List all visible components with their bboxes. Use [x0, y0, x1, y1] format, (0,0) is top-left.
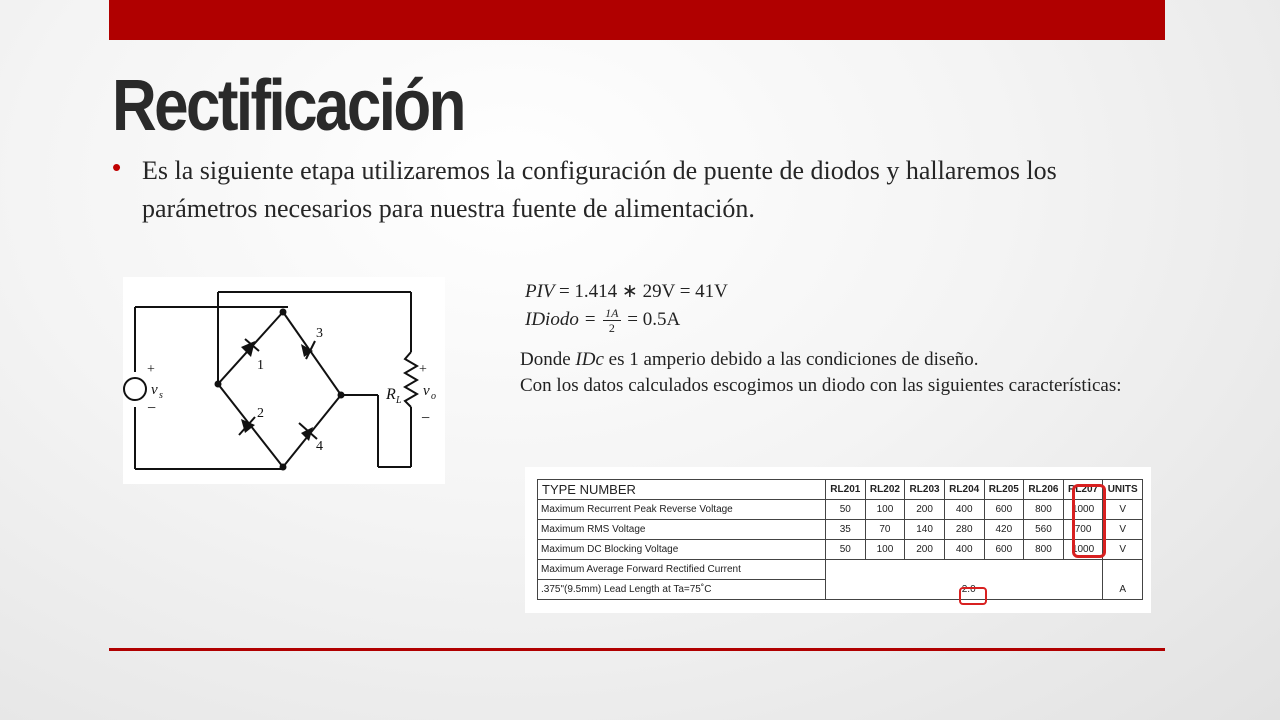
row-label: Maximum DC Blocking Voltage: [538, 540, 826, 560]
table-row: [538, 580, 1143, 600]
source-plus-label: +: [147, 362, 155, 377]
table-row: [538, 560, 1143, 580]
fraction-numerator: 1A: [605, 306, 619, 320]
idiodo-lhs: IDiodo =: [525, 308, 597, 330]
bullet-dot-icon: •: [112, 152, 122, 182]
load-subscript: L: [396, 395, 402, 406]
table-cell: 70: [865, 520, 905, 540]
table-cell: 800: [1024, 540, 1064, 560]
diode-2-label: 2: [257, 406, 264, 421]
diode-1-label: 1: [257, 358, 264, 373]
piv-equation: [525, 280, 728, 303]
table-cell: 700: [1063, 520, 1103, 540]
table-cell: 140: [905, 520, 945, 540]
top-accent-bar: [109, 0, 1165, 40]
header-type-number: TYPE NUMBER: [538, 480, 826, 500]
unit-cell: A: [1103, 580, 1143, 600]
output-plus-label: +: [419, 362, 427, 377]
header-rl203: RL203: [905, 480, 945, 500]
table-row: [538, 500, 1143, 520]
header-rl204: RL204: [944, 480, 984, 500]
unit-cell: V: [1103, 520, 1143, 540]
unit-cell: V: [1103, 500, 1143, 520]
table-cell: 1000: [1063, 500, 1103, 520]
header-rl201: RL201: [826, 480, 866, 500]
row-label: .375"(9.5mm) Lead Length at Ta=75˚C: [538, 580, 826, 600]
output-label: v: [423, 383, 430, 399]
diode-spec-table: [537, 479, 1143, 600]
line1-suffix: es 1 amperio debido a las condiciones de diseño.: [603, 349, 979, 370]
output-subscript: o: [431, 391, 436, 402]
fraction-denominator: 2: [608, 321, 615, 335]
bottom-accent-line: [109, 648, 1165, 651]
table-cell: 400: [944, 540, 984, 560]
description-block: [520, 347, 1160, 399]
output-minus-label: −: [421, 410, 431, 427]
table-row: [538, 540, 1143, 560]
current-value-highlight-box: [959, 587, 987, 605]
header-rl207: RL207: [1063, 480, 1103, 500]
table-cell: 280: [944, 520, 984, 540]
table-cell: 560: [1024, 520, 1064, 540]
piv-lhs: PIV: [525, 281, 555, 302]
table-cell: 100: [865, 500, 905, 520]
piv-rhs: = 1.414 ∗ 29V = 41V: [558, 281, 728, 302]
row-label: Maximum RMS Voltage: [538, 520, 826, 540]
description-line-2: Con los datos calculados escogimos un diodo con las siguientes características:: [520, 375, 1122, 396]
table-header-row: [538, 480, 1143, 500]
table-cell: 50: [826, 500, 866, 520]
unit-cell: [1103, 560, 1143, 580]
table-cell: 100: [865, 540, 905, 560]
current-value-cell: 2.0: [826, 580, 1103, 600]
table-cell: 420: [984, 520, 1024, 540]
row-label: Maximum Average Forward Rectified Current: [538, 560, 826, 580]
header-rl202: RL202: [865, 480, 905, 500]
table-cell: 35: [826, 520, 866, 540]
table-cell: 600: [984, 500, 1024, 520]
bullet-text: Es la siguiente etapa utilizaremos la configuración de puente de diodos y hallaremos los parámetros necesarios para nuestra fuente de alimentación.: [142, 156, 1057, 223]
table-cell: 600: [984, 540, 1024, 560]
bridge-rectifier-diagram: [123, 277, 445, 484]
idiodo-equation: [525, 306, 680, 335]
header-rl205: RL205: [984, 480, 1024, 500]
table-cell: 400: [944, 500, 984, 520]
table-cell: 800: [1024, 500, 1064, 520]
idiodo-rhs: = 0.5A: [627, 308, 681, 330]
load-label: R: [386, 386, 396, 403]
table-cell: 200: [905, 540, 945, 560]
line1-prefix: Donde: [520, 349, 576, 370]
table-cell: 1000: [1063, 540, 1103, 560]
idiodo-fraction: [603, 306, 620, 335]
diode-3-label: 3: [316, 326, 323, 341]
row-label: Maximum Recurrent Peak Reverse Voltage: [538, 500, 826, 520]
diode-spec-table-image: [525, 467, 1151, 613]
source-subscript: s: [159, 390, 163, 401]
table-cell: 200: [905, 500, 945, 520]
description-line-1: [520, 347, 1160, 373]
slide-title: Rectificación: [112, 66, 464, 146]
table-cell: [826, 560, 1103, 580]
source-minus-label: −: [147, 400, 157, 417]
rl207-highlight-box: [1072, 484, 1106, 558]
diode-4-label: 4: [316, 439, 323, 454]
unit-cell: V: [1103, 540, 1143, 560]
header-units: UNITS: [1103, 480, 1143, 500]
table-row: [538, 520, 1143, 540]
header-rl206: RL206: [1024, 480, 1064, 500]
table-cell: 50: [826, 540, 866, 560]
idc-variable: IDc: [575, 349, 604, 370]
source-label: v: [151, 382, 158, 398]
